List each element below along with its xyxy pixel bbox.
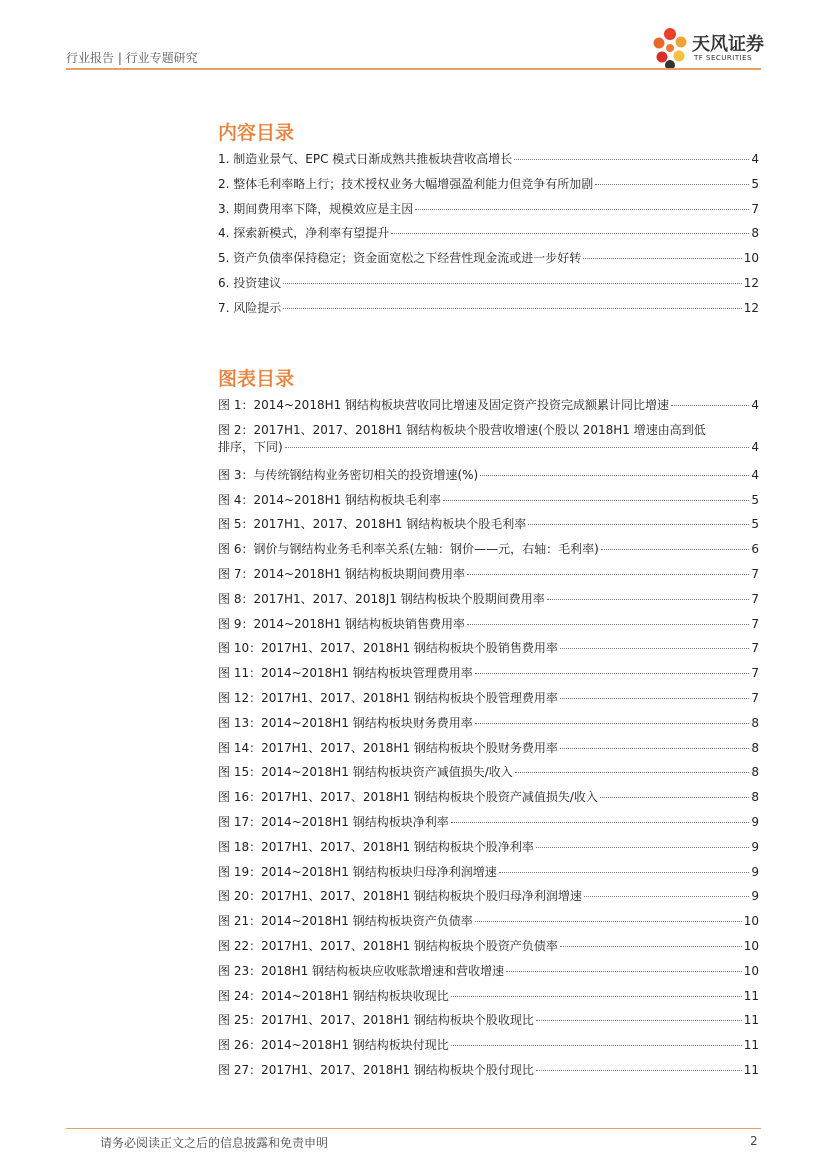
dot-leader	[499, 872, 750, 873]
figure-entry-page: 6	[751, 542, 759, 557]
figure-entry-page: 8	[751, 790, 759, 805]
toc-entry[interactable]	[218, 221, 759, 246]
toc-entry-page: 12	[743, 300, 759, 315]
dot-leader	[584, 896, 750, 897]
dot-leader	[671, 405, 749, 406]
toc-entry-page: 4	[751, 152, 759, 166]
figure-entry-page: 7	[751, 591, 759, 606]
dot-leader	[480, 475, 749, 476]
figure-entry-page: 5	[751, 517, 759, 532]
figure-entry-title: 图 2：2017H1、2017、2018H1 钢结构板块个股营收增速(个股以 2018H1 增速由高到低	[218, 422, 706, 437]
dot-leader	[547, 599, 750, 600]
dot-leader	[285, 447, 750, 448]
figure-entry-title: 图 4：2014~2018H1 钢结构板块毛利率	[218, 492, 442, 507]
figure-entry-title: 图 14：2017H1、2017、2018H1 钢结构板块个股财务费用率	[218, 740, 558, 755]
figure-entry-page: 5	[751, 492, 759, 507]
toc-entry[interactable]	[218, 246, 759, 271]
figure-entry-title: 图 8：2017H1、2017、2018J1 钢结构板块个股期间费用率	[218, 591, 545, 606]
figure-entry[interactable]	[218, 562, 759, 587]
figure-entry[interactable]	[218, 959, 759, 984]
figure-entry-title: 图 9：2014~2018H1 钢结构板块销售费用率	[218, 616, 466, 631]
figure-entry[interactable]	[218, 1033, 759, 1058]
flower-logo-icon	[648, 24, 692, 72]
figure-entry-page: 7	[751, 616, 759, 631]
dot-leader	[560, 648, 750, 649]
toc-entry-title: 3. 期间费用率下降，规模效应是主因	[218, 201, 414, 216]
figure-entry-page: 8	[751, 740, 759, 755]
figure-entry[interactable]	[218, 711, 759, 736]
figure-entry[interactable]	[218, 488, 759, 513]
figure-entry-title: 图 25：2017H1、2017、2018H1 钢结构板块个股收现比	[218, 1013, 534, 1028]
figure-entry-title: 图 10：2017H1、2017、2018H1 钢结构板块个股销售费用率	[218, 641, 558, 656]
figure-entry-title: 图 15：2014~2018H1 钢结构板块资产减值损失/收入	[218, 765, 513, 780]
logo-chinese-name: 天风证券	[692, 34, 764, 55]
dot-leader	[600, 797, 749, 798]
dot-leader	[560, 748, 750, 749]
figure-entry-title: 图 17：2014~2018H1 钢结构板块净利率	[218, 814, 449, 829]
figure-entry[interactable]	[218, 884, 759, 909]
dot-leader	[451, 1045, 742, 1046]
figure-entry[interactable]	[218, 934, 759, 959]
toc-entry[interactable]	[218, 197, 759, 222]
footer-disclaimer[interactable]: 请务必阅读正文之后的信息披露和免责申明	[100, 1136, 329, 1150]
dot-leader	[467, 574, 749, 575]
figure-entry[interactable]	[218, 984, 759, 1009]
header-breadcrumb: 行业报告 | 行业专题研究	[66, 51, 198, 65]
figure-entry-page: 11	[743, 1062, 759, 1077]
dot-leader	[560, 698, 750, 699]
toc-entry-title: 6. 投资建议	[218, 275, 282, 290]
figure-entry[interactable]	[218, 835, 759, 860]
figure-entry-title: 图 18：2017H1、2017、2018H1 钢结构板块个股净利率	[218, 839, 534, 854]
figure-entry[interactable]	[218, 463, 759, 488]
toc-entry-title: 2. 整体毛利率略上行；技术授权业务大幅增强盈利能力但竞争有所加剧	[218, 176, 594, 191]
figure-entry-page: 9	[751, 814, 759, 829]
figure-entry[interactable]	[218, 909, 759, 934]
figure-entry-title: 图 23：2018H1 钢结构板块应收账款增速和营收增速	[218, 963, 505, 978]
toc-entry[interactable]	[218, 172, 759, 197]
figure-entry[interactable]	[218, 1008, 759, 1033]
dot-leader	[283, 308, 741, 309]
figure-entry-page: 4	[751, 398, 759, 412]
toc-list	[218, 147, 759, 321]
figure-entry[interactable]	[218, 537, 759, 562]
dot-leader	[443, 500, 749, 501]
dot-leader	[536, 847, 750, 848]
dot-leader	[515, 772, 750, 773]
figure-entry-title: 图 19：2014~2018H1 钢结构板块归母净利润增速	[218, 864, 497, 879]
figure-list	[218, 393, 759, 1083]
figure-entry-title: 图 27：2017H1、2017、2018H1 钢结构板块个股付现比	[218, 1062, 534, 1077]
figure-entry-page: 8	[751, 715, 759, 730]
figure-entry-title: 图 7：2014~2018H1 钢结构板块期间费用率	[218, 566, 466, 581]
figure-entry-page: 7	[751, 566, 759, 581]
figure-entry-title: 图 22：2017H1、2017、2018H1 钢结构板块个股资产负债率	[218, 938, 558, 953]
toc-entry-title: 7. 风险提示	[218, 300, 282, 315]
dot-leader	[283, 283, 741, 284]
figure-entry[interactable]	[218, 860, 759, 885]
logo-english-name: TF SECURITIES	[694, 54, 753, 62]
page-number: 2	[750, 1134, 758, 1148]
figure-entry-page: 7	[751, 690, 759, 705]
dot-leader	[451, 996, 742, 997]
figure-entry[interactable]	[218, 736, 759, 761]
figure-entry-title: 图 21：2014~2018H1 钢结构板块资产负债率	[218, 914, 473, 929]
figure-entry-title: 图 13：2014~2018H1 钢结构板块财务费用率	[218, 715, 473, 730]
dot-leader	[415, 209, 749, 210]
toc-entry-page: 8	[751, 226, 759, 241]
dot-leader	[601, 549, 750, 550]
dot-leader	[595, 184, 749, 185]
dot-leader	[528, 524, 749, 525]
toc-entry-page: 7	[751, 201, 759, 216]
figure-entry-page: 11	[743, 1038, 759, 1053]
figure-entry-page: 4	[751, 467, 759, 482]
figure-entry-page: 11	[743, 988, 759, 1003]
figure-entry-title: 图 20：2017H1、2017、2018H1 钢结构板块个股归母净利润增速	[218, 889, 582, 904]
figure-entry-page: 10	[743, 914, 759, 929]
figure-entry-title: 图 26：2014~2018H1 钢结构板块付现比	[218, 1038, 449, 1053]
company-logo	[648, 24, 768, 72]
dot-leader	[467, 624, 749, 625]
figure-entry-page: 7	[751, 666, 759, 681]
figure-entry[interactable]	[218, 418, 759, 463]
figure-entry-page: 10	[743, 938, 759, 953]
dot-leader	[514, 159, 749, 160]
figure-entry-title-continued	[218, 439, 759, 456]
figure-entry-title: 图 16：2017H1、2017、2018H1 钢结构板块个股资产减值损失/收入	[218, 790, 598, 805]
toc-entry-page: 10	[743, 251, 759, 266]
footer-divider	[66, 1128, 761, 1129]
figure-entry[interactable]	[218, 785, 759, 810]
figure-entry-page: 7	[751, 641, 759, 656]
dot-leader	[560, 946, 742, 947]
figure-entry[interactable]	[218, 393, 759, 418]
figure-entry-page: 9	[751, 864, 759, 879]
figure-entry-title-line2: 排序，下同)	[218, 439, 283, 454]
figure-entry[interactable]	[218, 636, 759, 661]
dot-leader	[475, 921, 742, 922]
figure-entry-page: 9	[751, 889, 759, 904]
toc-entry-page: 5	[751, 176, 759, 191]
toc-entry-title: 4. 探索新模式，净利率有望提升	[218, 226, 390, 241]
figure-entry[interactable]	[218, 587, 759, 612]
figure-entry-page: 8	[751, 765, 759, 780]
toc-entry-page: 12	[743, 275, 759, 290]
dot-leader	[475, 673, 750, 674]
header-divider	[66, 68, 761, 70]
figure-entry-title: 图 11：2014~2018H1 钢结构板块管理费用率	[218, 666, 473, 681]
toc-entry[interactable]	[218, 271, 759, 296]
figure-entry-page: 4	[751, 439, 759, 454]
dot-leader	[451, 822, 750, 823]
figure-list-title: 图表目录	[218, 368, 295, 390]
toc-title: 内容目录	[218, 122, 295, 144]
figure-entry-title: 图 24：2014~2018H1 钢结构板块收现比	[218, 988, 449, 1003]
toc-entry-title: 5. 资产负债率保持稳定；资金面宽松之下经营性现金流或进一步好转	[218, 251, 582, 266]
figure-entry[interactable]	[218, 1058, 759, 1083]
figure-entry-title: 图 12：2017H1、2017、2018H1 钢结构板块个股管理费用率	[218, 690, 558, 705]
figure-entry[interactable]	[218, 686, 759, 711]
dot-leader	[391, 233, 749, 234]
figure-entry-title: 图 6：钢价与钢结构业务毛利率关系(左轴：钢价——元，右轴：毛利率)	[218, 542, 599, 557]
figure-entry-page: 9	[751, 839, 759, 854]
dot-leader	[506, 971, 742, 972]
figure-entry[interactable]	[218, 512, 759, 537]
figure-entry-title: 图 1：2014~2018H1 钢结构板块营收同比增速及固定资产投资完成额累计同比增速	[218, 398, 670, 412]
figure-entry[interactable]	[218, 760, 759, 785]
dot-leader	[583, 258, 741, 259]
figure-entry[interactable]	[218, 810, 759, 835]
dot-leader	[536, 1020, 742, 1021]
dot-leader	[475, 723, 750, 724]
figure-entry[interactable]	[218, 661, 759, 686]
figure-entry-page: 11	[743, 1013, 759, 1028]
figure-entry-title: 图 3：与传统钢结构业务密切相关的投资增速(%)	[218, 467, 479, 482]
toc-entry[interactable]	[218, 296, 759, 321]
toc-entry-title: 1. 制造业景气、EPC 模式日渐成熟共推板块营收高增长	[218, 152, 513, 166]
figure-entry[interactable]	[218, 612, 759, 637]
figure-entry-page: 10	[743, 963, 759, 978]
dot-leader	[536, 1070, 742, 1071]
toc-entry[interactable]	[218, 147, 759, 172]
figure-entry-title: 图 5：2017H1、2017、2018H1 钢结构板块个股毛利率	[218, 517, 527, 532]
